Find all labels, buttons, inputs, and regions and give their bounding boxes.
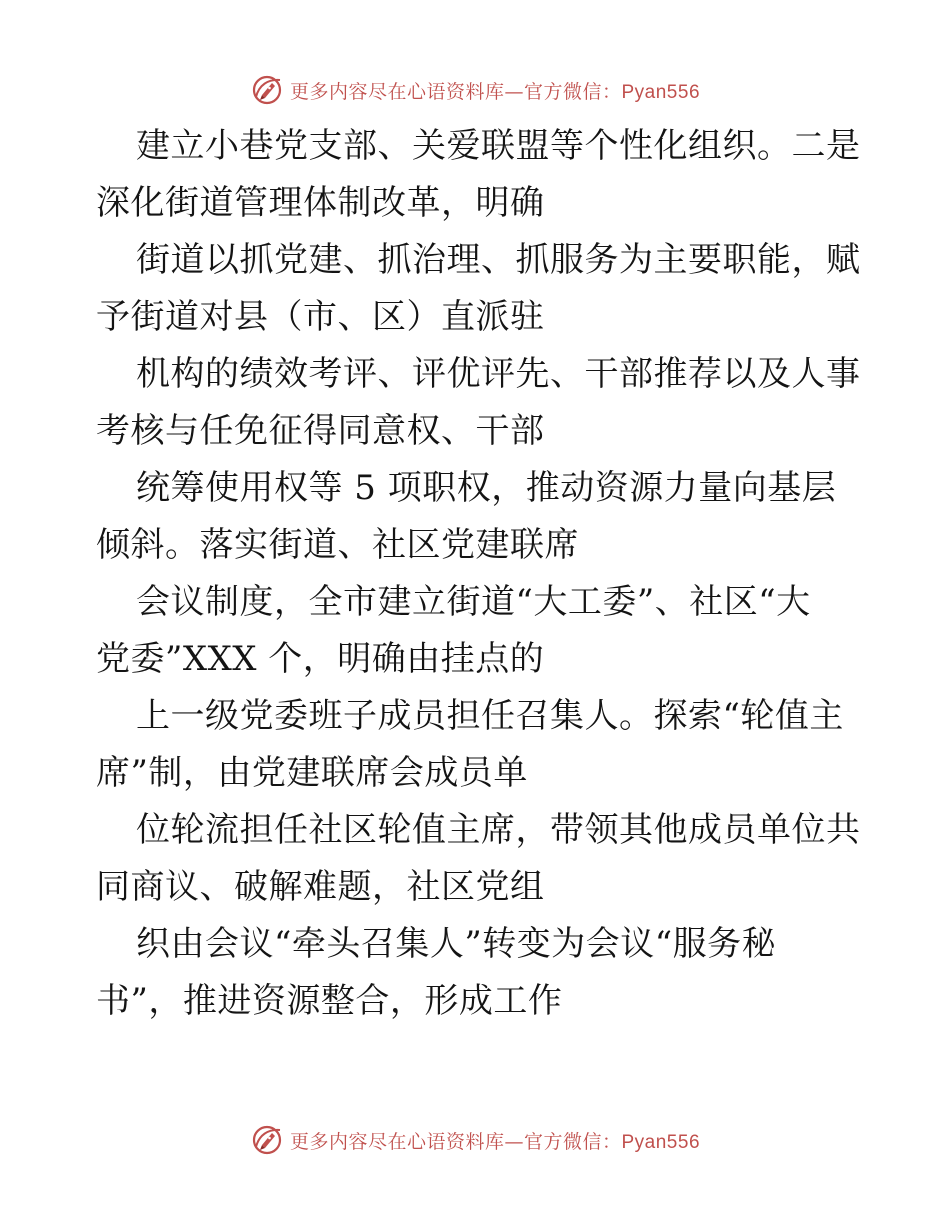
body-line: 同商议、破解难题，社区党组 bbox=[96, 867, 545, 907]
header-banner-content bbox=[250, 73, 700, 107]
header-banner-label: 更多内容尽在心语资料库—官方微信： bbox=[289, 80, 622, 103]
body-line: 党委”XXX 个，明确由挂点的 bbox=[96, 639, 545, 679]
footer-banner-text bbox=[290, 1127, 700, 1154]
header-banner bbox=[0, 70, 950, 110]
footer-wechat-id: Pyan556 bbox=[621, 1131, 701, 1153]
body-line: 倾斜。落实街道、社区党建联席 bbox=[96, 525, 579, 565]
body-line: 予街道对县（市、区）直派驻 bbox=[96, 297, 545, 337]
footer-banner-label: 更多内容尽在心语资料库—官方微信： bbox=[289, 1130, 622, 1153]
body-line: 席”制，由党建联席会成员单 bbox=[96, 753, 528, 793]
footer-banner bbox=[0, 1120, 950, 1160]
body-line: 上一级党委班子成员担任召集人。探索“轮值主 bbox=[136, 696, 844, 736]
body-line: 会议制度，全市建立街道“大工委”、社区“大 bbox=[136, 582, 811, 622]
header-banner-text bbox=[290, 77, 700, 104]
body-line: 考核与任免征得同意权、干部 bbox=[96, 411, 545, 451]
body-line: 机构的绩效考评、评优评先、干部推荐以及人事 bbox=[136, 354, 861, 394]
body-line: 街道以抓党建、抓治理、抓服务为主要职能，赋 bbox=[136, 240, 861, 280]
footer-banner-content bbox=[250, 1123, 700, 1157]
body-line: 书”，推进资源整合，形成工作 bbox=[96, 981, 563, 1021]
document-body bbox=[96, 118, 861, 1030]
header-wechat-id: Pyan556 bbox=[621, 81, 701, 103]
pen-nib-logo-icon bbox=[250, 73, 284, 107]
body-line: 建立小巷党支部、关爱联盟等个性化组织。二是 bbox=[136, 126, 861, 166]
body-line: 织由会议“牵头召集人”转变为会议“服务秘 bbox=[136, 924, 777, 964]
body-line: 统筹使用权等 5 项职权，推动资源力量向基层 bbox=[136, 468, 837, 508]
body-line: 位轮流担任社区轮值主席，带领其他成员单位共 bbox=[136, 810, 861, 850]
body-line: 深化街道管理体制改革，明确 bbox=[96, 183, 545, 223]
pen-nib-logo-icon bbox=[250, 1123, 284, 1157]
